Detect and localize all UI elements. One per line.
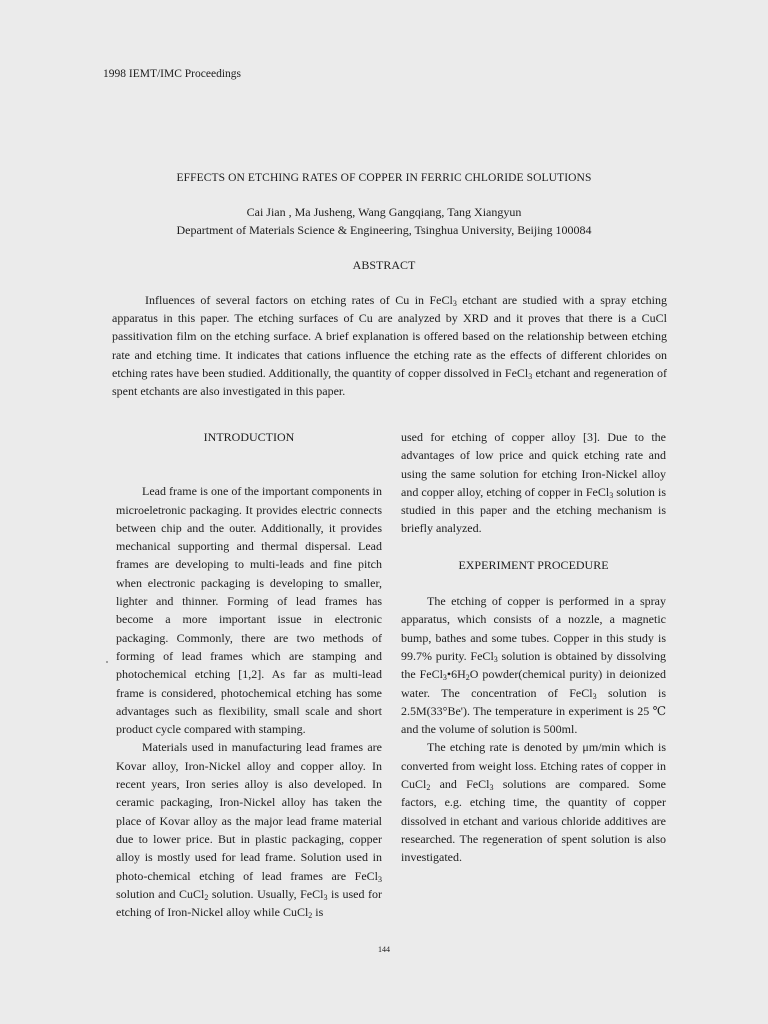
exp-text: solution is obtained by dissolving the FeCl: [401, 648, 667, 682]
exp-text: The etching rate is denoted by μm/min which is converted from weight loss. Etching rates of copper in CuCl: [401, 740, 666, 792]
affiliation: Department of Materials Science & Engineering, Tsinghua University, Beijing 100084: [176, 223, 592, 237]
exp-text: O powder(chemical purity) in deionized water. The concentration of FeCl: [401, 667, 666, 700]
intro-text: is: [312, 905, 324, 920]
subscript: 2: [465, 673, 470, 683]
intro-text: is used for etching of Iron-Nickel alloy while CuCl: [116, 886, 383, 920]
subscript: 3: [442, 673, 447, 683]
subscript: 3: [323, 892, 328, 902]
paper-title: EFFECTS ON ETCHING RATES OF COPPER IN FERRIC CHLORIDE SOLUTIONS: [176, 172, 592, 184]
exp-text: solutions are compared. Some factors, e.g. etching time, the quantity of copper dissolved in etchant and various chloride additives are researched. The regeneration of spent solution is also investigated.: [401, 777, 666, 865]
abstract-text: etchant and regeneration of spent etchants are also investigated in this paper.: [112, 365, 667, 399]
abstract-body: [112, 291, 667, 400]
intro-text: solution. Usually, FeCl: [208, 886, 324, 901]
subscript: 3: [493, 654, 498, 664]
left-column: [116, 428, 382, 921]
exp-text: solution is 2.5M(33°Be'). The temperature in experiment is 25 ℃ and the volume of solution is 500ml.: [401, 685, 666, 737]
exp-text: •6H: [446, 667, 466, 682]
subscript: 3: [378, 874, 382, 884]
exp-text: The etching of copper is performed in a spray apparatus, which consists of a nozzle, a magnetic bump, bathes and some tubes. Copper in this study is 99.7% purity. FeCl: [401, 594, 666, 663]
abstract-heading: ABSTRACT: [352, 258, 416, 272]
subscript: 2: [204, 892, 209, 902]
subscript: 3: [609, 490, 614, 500]
running-header: 1998 IEMT/IMC Proceedings: [103, 68, 241, 80]
subscript: 3: [489, 783, 494, 793]
intro-paragraph-1: Lead frame is one of the important components in microeletronic packaging. It provides electric connects between chip and the outer. Additionally, it provides mechanical supporting and thermal dispersal. Lead frames are developing to multi-leads and fine pitch when electronic packaging is developing to smaller, lighter and thinner. Forming of lead frames has become a more important issue in electronic packaging. Commonly, there are two methods of forming of lead frames which are stamping and photochemical etching [1,2]. As far as multi-lead frame is considered, photochemical etching has some advantages such as flexibility, small scale and short product cycle compared with stamping.: [116, 484, 382, 737]
intro-paragraph-2: [116, 738, 382, 921]
page-number: 144: [378, 945, 390, 954]
experiment-paragraph-2: [401, 738, 666, 866]
intro-text: solution and CuCl: [116, 886, 205, 901]
right-column: [401, 428, 666, 867]
abstract-text: Influences of several factors on etching rates of Cu in FeCl: [145, 293, 453, 307]
exp-text: and FeCl: [430, 777, 490, 792]
intro-continued-paragraph: [401, 428, 666, 538]
introduction-heading: INTRODUCTION: [203, 430, 295, 444]
abstract-text: etchant are studied with a spray etching apparatus in this paper. The etching surfaces of Cu are analyzed by XRD and it proves that there is a CuCl passitivation film on the etching surface. A brief explanation is offered based on the relationship between etching rate and etching time. It indicates that cations influence the etching rate as the effects of different chlorides on etching rates have been studied. Additionally, the quantity of copper dissolved in FeCl: [112, 293, 667, 380]
intro-text: used for etching of copper alloy [3]. Due to the advantages of low price and quick etching rate and using the same solution for etching Iron-Nickel alloy and copper alloy, etching of copper in FeCl: [401, 430, 666, 499]
experiment-paragraph-1: [401, 592, 666, 738]
intro-text: Materials used in manufacturing lead frames are Kovar alloy, Iron-Nickel alloy and copper alloy. In recent years, Iron series alloy is also developed. In ceramic packaging, Iron-Nickel alloy has taken the place of Kovar alloy as the major lead frame material due to lower price. But in plastic packaging, copper alloy is mostly used for lead frame. Solution used in photo-chemical etching of lead frames are FeCl: [116, 740, 382, 883]
experiment-heading: EXPERIMENT PROCEDURE: [458, 557, 609, 572]
author-list: Cai Jian , Ma Jusheng, Wang Gangqiang, Tang Xiangyun: [246, 205, 522, 219]
subscript: 3: [528, 371, 533, 381]
intro-text: solution is studied in this paper and the etching mechanism is briefly analyzed.: [401, 484, 666, 536]
subscript: 3: [452, 299, 457, 308]
margin-dot: [106, 661, 108, 663]
subscript: 3: [592, 691, 597, 701]
subscript: 2: [308, 911, 313, 921]
subscript: 2: [426, 783, 431, 793]
